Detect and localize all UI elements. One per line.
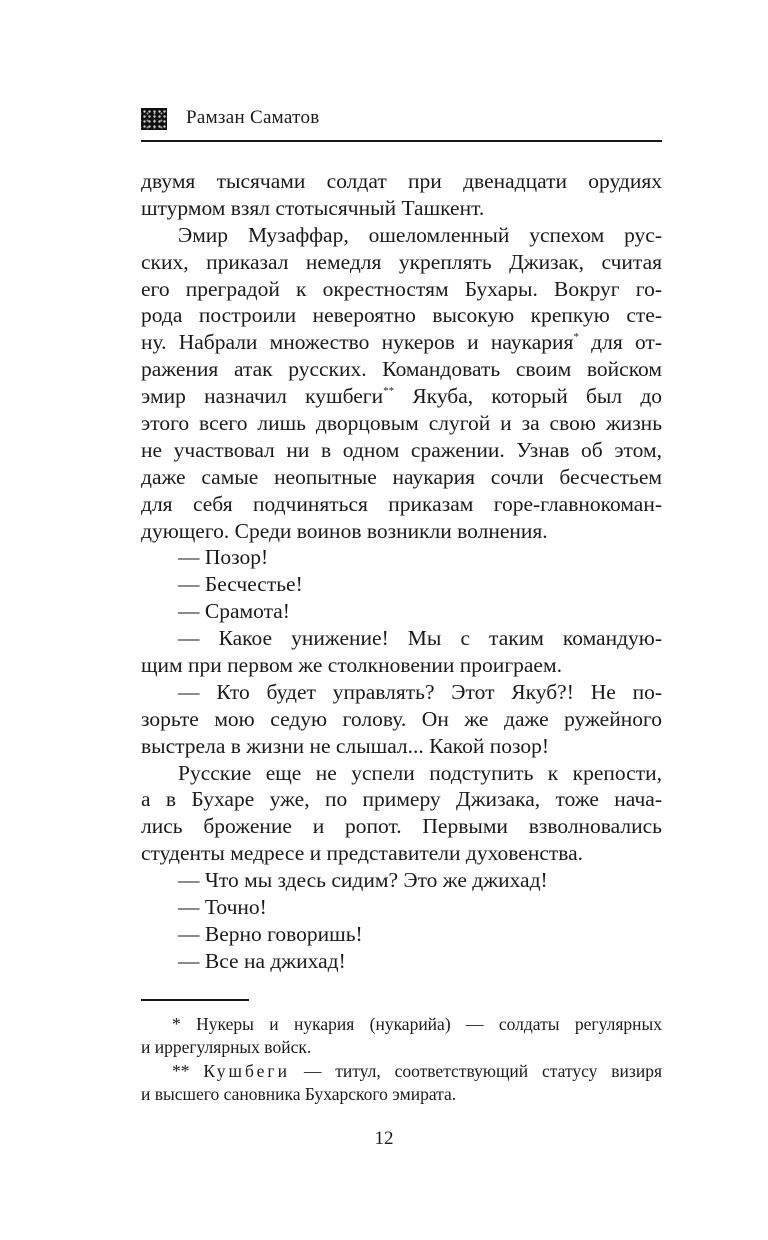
text-line: его преградой к окрестностям Бухары. Вокруг го- — [141, 276, 662, 301]
text-fragment: Якуба, который был до — [412, 384, 663, 409]
dialogue-line: — Какое унижение! Мы с таким командую- — [178, 626, 662, 651]
header-author-name: Рамзан Саматов — [186, 107, 320, 128]
text-line: штурмом взял стотысячный Ташкент. — [141, 195, 485, 220]
footnote-1-line: * Нукеры и нукария (нукарийа) — солдаты регулярных — [172, 1014, 662, 1034]
text-line: а в Бухаре уже, по примеру Джизака, тоже нача- — [141, 787, 662, 812]
text-line: не участвовал ни в одном сражении. Узнав об этом, — [141, 437, 662, 462]
dialogue-line: — Срамота! — [178, 599, 290, 624]
text-line: даже самые неопытные наукария сочли бесчестьем — [141, 464, 662, 489]
text-line: ских, приказал немедля укреплять Джизак, считая — [141, 249, 662, 274]
text-line: рода построили невероятно высокую крепкую сте- — [141, 303, 662, 328]
starry-square-ornament-icon — [141, 108, 167, 130]
page-number: 12 — [374, 1128, 394, 1149]
footnote-2-line — [141, 1060, 662, 1083]
running-header — [141, 104, 662, 144]
dialogue-line: щим при первом же столкновении проиграем. — [141, 653, 562, 678]
dialogue-line: — Кто будет управлять? Этот Якуб?! Не по- — [178, 679, 662, 704]
footnote-2-definition: — титул, соответствующий статусу визиря — [303, 1060, 663, 1081]
text-line: Русские еще не успели подступить к крепости, — [178, 760, 662, 785]
text-line: ражения атак русских. Командовать своим войском — [141, 357, 662, 382]
dialogue-line: выстрела в жизни не слышал... Какой позор! — [141, 733, 550, 758]
footnote-mark-2: ** — [383, 385, 395, 398]
text-line: дующего. Среди воинов возникли волнения. — [141, 518, 548, 543]
text-fragment: для от- — [591, 330, 662, 355]
footnote-separator — [141, 999, 249, 1001]
dialogue-line: — Позор! — [178, 545, 269, 570]
text-fragment: эмир назначил кушбеги — [141, 384, 384, 409]
text-line: Эмир Музаффар, ошеломленный успехом рус- — [178, 222, 662, 247]
text-fragment: ну. Набрали множество нукеров и наукария — [141, 330, 574, 355]
main-text — [141, 168, 662, 975]
text-line: двумя тысячами солдат при двенадцати орудиях — [141, 169, 662, 193]
text-line: этого всего лишь дворцовым слугой и за свою жизнь — [141, 411, 662, 436]
dialogue-line: — Все на джихад! — [178, 948, 346, 973]
header-rule — [141, 140, 662, 142]
text-line: студенты медресе и представители духовенства. — [141, 841, 584, 866]
footnotes — [141, 1013, 662, 1106]
footnote-mark-1: * — [573, 331, 579, 344]
dialogue-line: — Верно говоришь! — [178, 921, 363, 946]
footnote-1-line: и иррегулярных войск. — [141, 1037, 312, 1058]
dialogue-line: зорьте мою седую голову. Он же даже ружейного — [141, 706, 662, 731]
dialogue-line: — Что мы здесь сидим? Это же джихад! — [178, 868, 548, 893]
dialogue-line: — Точно! — [178, 895, 267, 920]
text-line: для себя подчиняться приказам горе-главнокоман- — [141, 491, 662, 516]
text-line-with-footnote — [141, 383, 662, 410]
text-line: лись брожение и ропот. Первыми взволновались — [141, 814, 662, 839]
footnote-2-mark: ** — [172, 1060, 190, 1081]
footnote-2-line: и высшего сановника Бухарского эмирата. — [141, 1083, 457, 1104]
text-line-with-footnote — [141, 329, 662, 356]
dialogue-line: — Бесчестье! — [178, 572, 303, 597]
footnote-2-term: Кушбеги — [203, 1060, 290, 1081]
